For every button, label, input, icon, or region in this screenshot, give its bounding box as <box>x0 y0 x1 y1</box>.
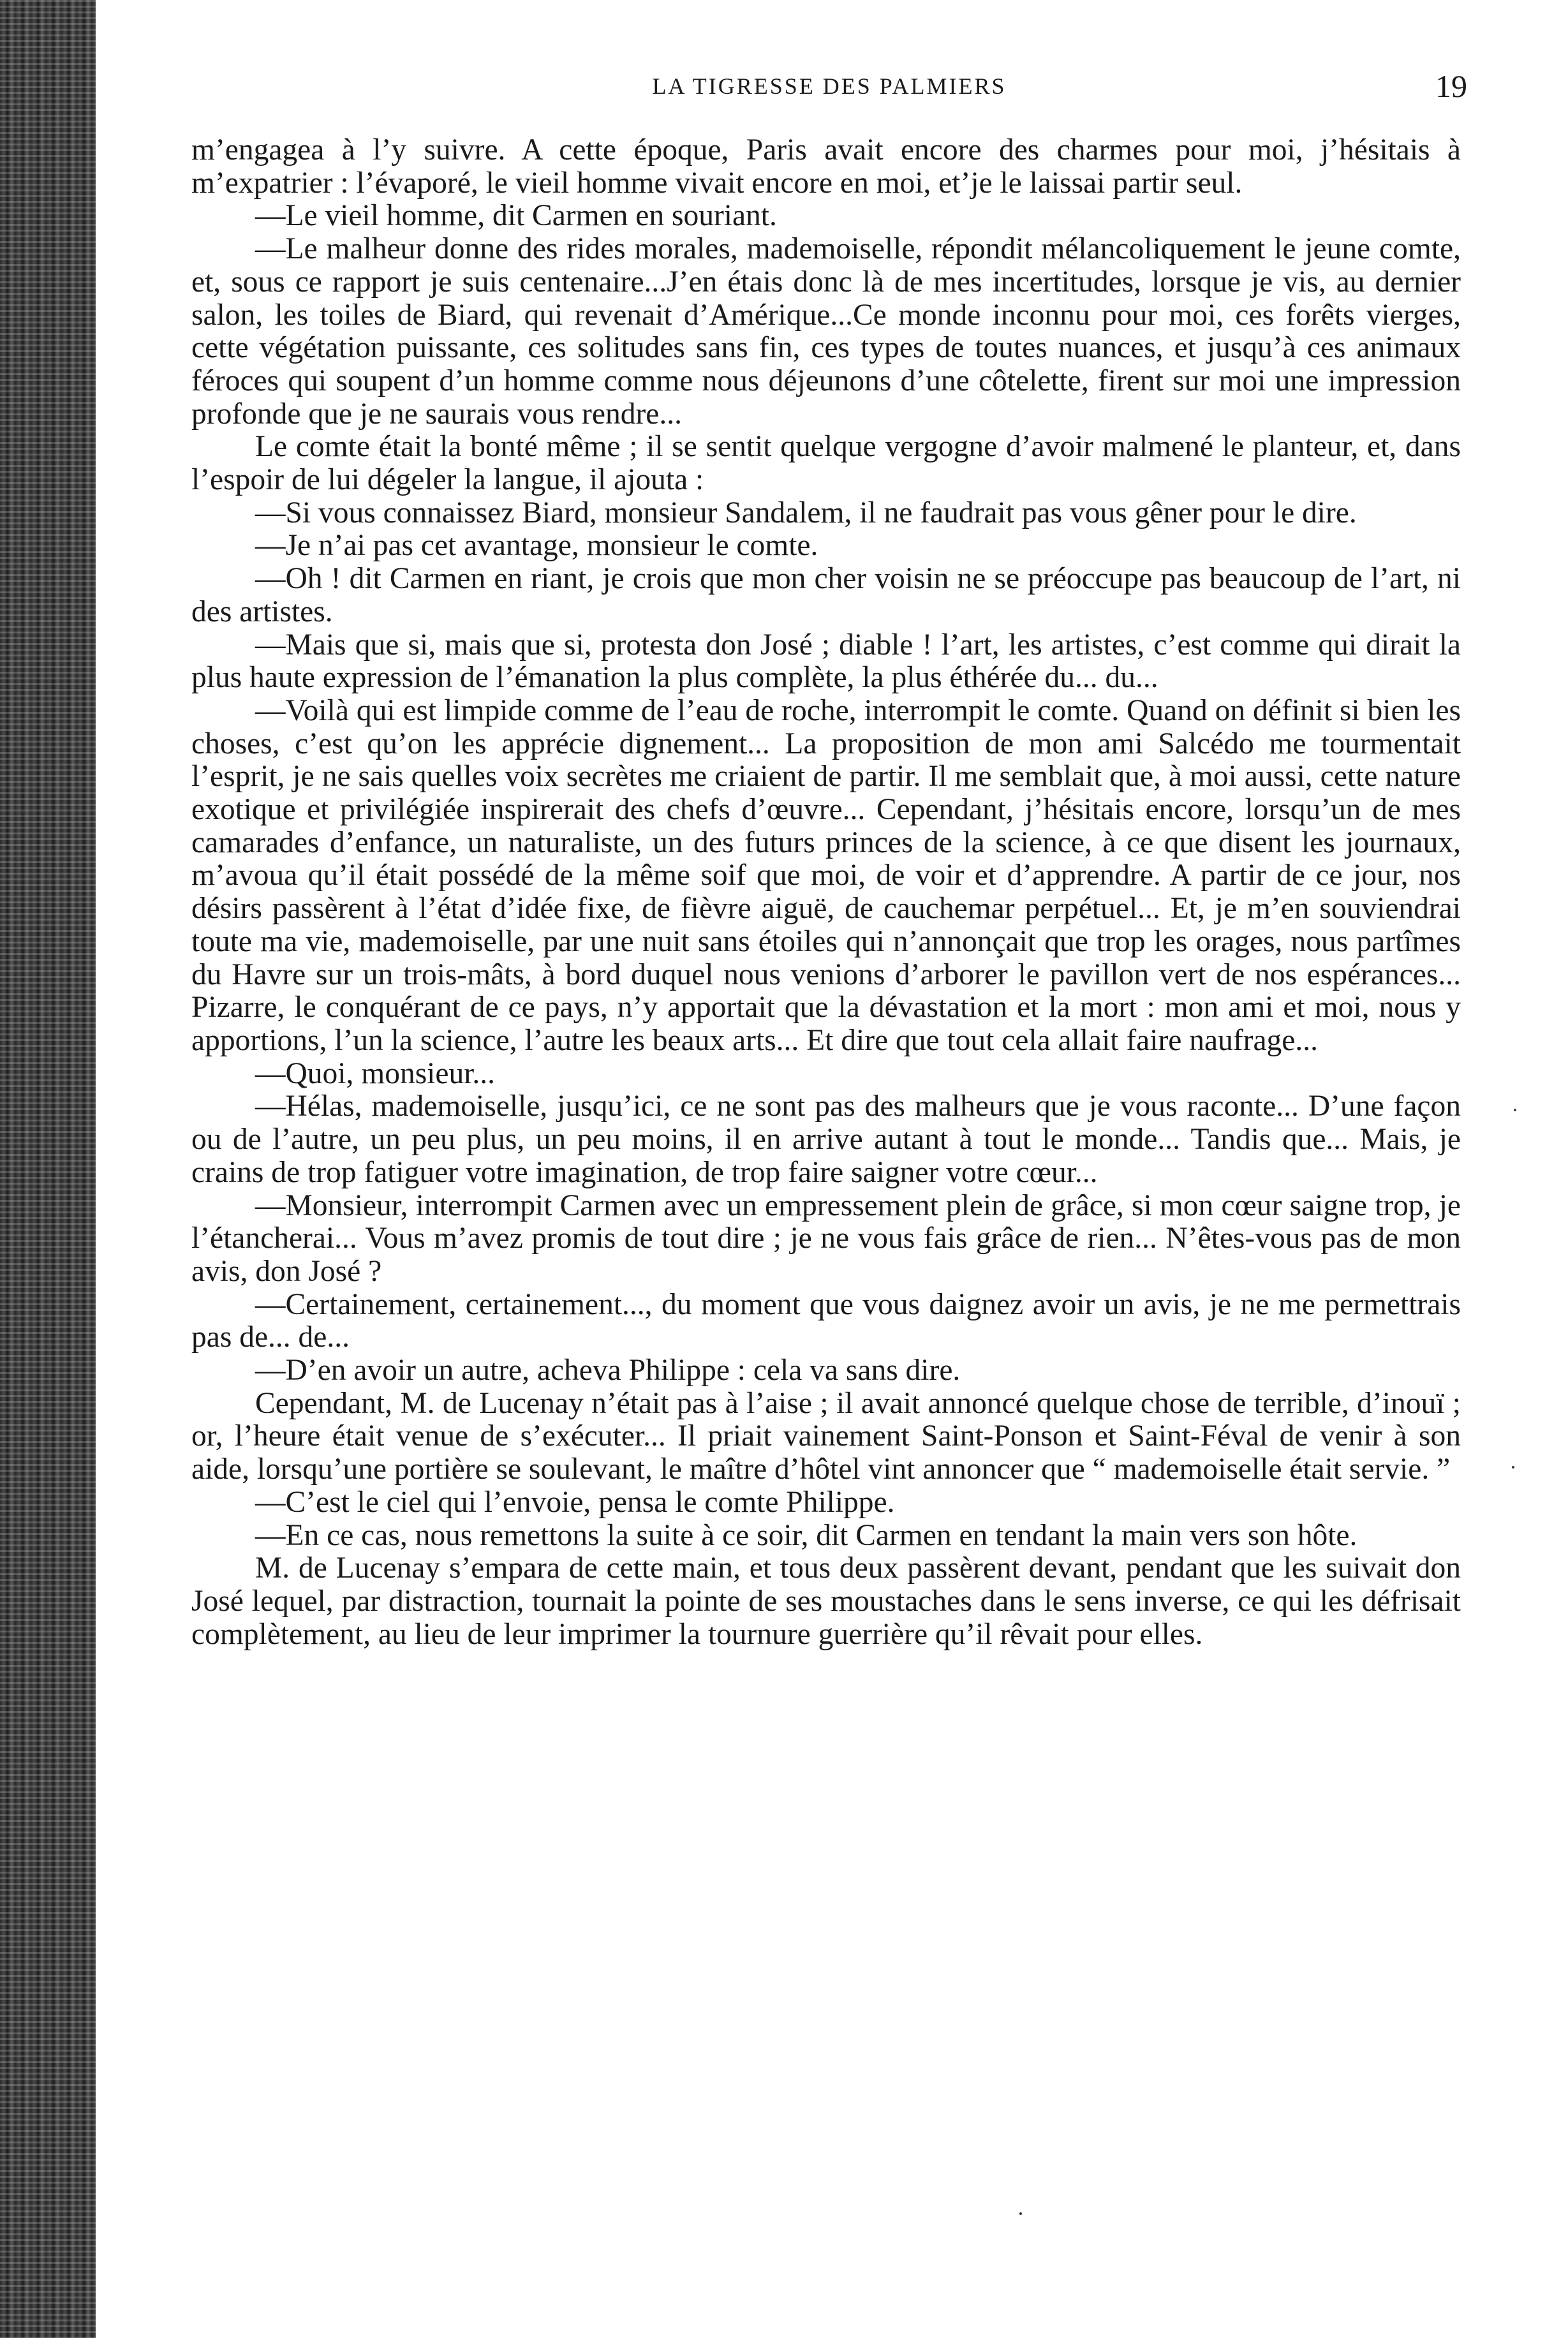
paragraph: —Certainement, certainement..., du moment que vous daignez avoir un avis, je ne me permettrais pas de... de... <box>191 1287 1461 1354</box>
paragraph: M. de Lucenay s’empara de cette main, et tous deux passèrent devant, pendant que les suivait don José lequel, par distraction, tournait la pointe de ses moustaches dans le sens inverse, ce qui les défrisait complètement, au lieu de leur imprimer la tournure guerrière qu’il rêvait pour elles. <box>191 1551 1461 1651</box>
paragraph: m’engagea à l’y suivre. A cette époque, Paris avait encore des charmes pour moi, j’hésitais à m’expatrier : l’évaporé, le vieil homme vivait encore en moi, et’je le laissai partir seul. <box>191 133 1461 200</box>
running-title: LA TIGRESSE DES PALMIERS <box>652 73 1007 99</box>
print-speck <box>1514 1109 1516 1111</box>
paragraph: Cependant, M. de Lucenay n’était pas à l’aise ; il avait annoncé quelque chose de terrible, d’inouï ; or, l’heure était venue de s’exécuter... Il priait vainement Saint-Ponson et Saint-Féval de venir à son aide, lorsqu’une portière se soulevant, le maître d’hôtel vint annoncer que “ mademoiselle était servie. ” <box>191 1386 1461 1486</box>
print-speck <box>22 811 25 814</box>
paragraph: —C’est le ciel qui l’envoie, pensa le comte Philippe. <box>255 1485 895 1519</box>
paragraph: —Quoi, monsieur... <box>255 1056 496 1090</box>
paragraph: Le comte était la bonté même ; il se sentit quelque vergogne d’avoir malmené le planteur, et, dans l’espoir de lui dégeler la langue, il ajouta : <box>191 430 1461 497</box>
paragraph: —Oh ! dit Carmen en riant, je crois que mon cher voisin ne se préoccupe pas beaucoup de l’art, ni des artistes. <box>191 562 1461 628</box>
book-binding-edge <box>0 0 96 2338</box>
paragraph: —Voilà qui est limpide comme de l’eau de roche, interrompit le comte. Quand on définit si bien les choses, c’est qu’on les apprécie dignement... La proposition de mon ami Salcédo me tourmentait l’esprit, je ne sais quelles voix secrètes me criaient de partir. Il me semblait que, à moi aussi, cette nature exotique et privilégiée inspirerait des chefs d’œuvre... Cependant, j’hésitais encore, lorsqu’un de mes camarades d’enfance, un naturaliste, un des futurs princes de la science, à ce que disent les journaux, m’avoua qu’il était possédé de la même soif que moi, de voir et d’apprendre. A partir de ce jour, nos désirs passèrent à l’état d’idée fixe, de fièvre aiguë, de cauchemar perpétuel... Et, je m’en souviendrai toute ma vie, mademoiselle, par une nuit sans étoiles qui n’annonçait que trop les orages, nous partîmes du Havre sur un trois-mâts, à bord duquel nous venions d’arborer le pavillon vert de nos espérances... Pizarre, le conquérant de ce pays, n’y apportait que la dévastation et la mort : mon ami et moi, nous y apportions, l’un la science, l’autre les beaux arts... Et dire que tout cela allait faire naufrage... <box>191 693 1461 1057</box>
page-header <box>191 64 1467 108</box>
paragraph: —En ce cas, nous remettons la suite à ce soir, dit Carmen en tendant la main vers son hôte. <box>255 1518 1357 1552</box>
page-number: 19 <box>1435 68 1467 104</box>
print-speck <box>1512 1466 1514 1469</box>
paragraph: —Mais que si, mais que si, protesta don José ; diable ! l’art, les artistes, c’est comme qui dirait la plus haute expression de l’émanation la plus complète, la plus éthérée du... du... <box>191 628 1461 695</box>
paragraph: —Si vous connaissez Biard, monsieur Sandalem, il ne faudrait pas vous gêner pour le dire. <box>255 496 1357 529</box>
body-text <box>191 134 1461 1651</box>
paragraph: —D’en avoir un autre, acheva Philippe : cela va sans dire. <box>255 1354 961 1387</box>
paragraph: —Hélas, mademoiselle, jusqu’ici, ce ne sont pas des malheurs que je vous raconte... D’une façon ou de l’autre, un peu plus, un peu moins, il en arrive autant à tout le monde... Tandis que... Mais, je crains de trop fatiguer votre imagination, de trop faire saigner votre cœur... <box>191 1090 1461 1189</box>
paragraph: —Le malheur donne des rides morales, mademoiselle, répondit mélancoliquement le jeune comte, et, sous ce rapport je suis centenaire...J’en étais donc là de mes incertitudes, lorsque je vis, au dernier salon, les toiles de Biard, qui revenait d’Amérique...Ce monde inconnu pour moi, ces forêts vierges, cette végétation puissante, ces solitudes sans fin, ces types de toutes nuances, et jusqu’à ces animaux féroces qui soupent d’un homme comme nous déjeunons d’une côtelette, firent sur moi une impression profonde que je ne saurais vous rendre... <box>191 232 1461 431</box>
paragraph: —Le vieil homme, dit Carmen en souriant. <box>255 199 777 233</box>
paragraph: —Monsieur, interrompit Carmen avec un empressement plein de grâce, si mon cœur saigne trop, je l’étancherai... Vous m’avez promis de tout dire ; je ne vous fais grâce de rien... N’êtes-vous pas de mon avis, don José ? <box>191 1188 1461 1288</box>
paragraph: —Je n’ai pas cet avantage, monsieur le comte. <box>255 529 818 563</box>
print-speck <box>1019 2212 1022 2215</box>
